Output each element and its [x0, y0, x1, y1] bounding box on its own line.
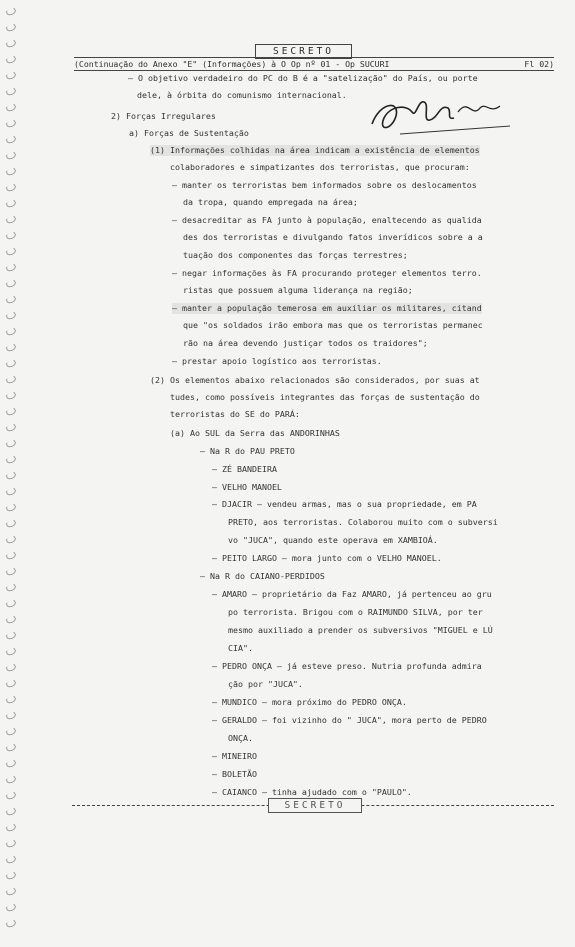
text-line: vo "JUCA", quando este operava em XAMBIOÁ.: [228, 535, 438, 545]
list-item: – manter os terroristas bem informados sobre os deslocamentos: [172, 180, 477, 190]
perforation-hole: [5, 823, 17, 833]
perforation-hole: [5, 535, 17, 545]
perforation-hole: [5, 359, 17, 369]
text-line: po terrorista. Brigou com o RAIMUNDO SILVA, por ter: [228, 607, 483, 617]
perforation-hole: [5, 455, 17, 465]
list-item: – MUNDICO – mora próximo do PEDRO ONÇA.: [212, 697, 407, 707]
perforation-hole: [5, 855, 17, 865]
perforation-hole: [5, 23, 17, 33]
text-line: tudes, como possíveis integrantes das forças de sustentação do: [170, 392, 480, 402]
perforation-hole: [5, 743, 17, 753]
text-line: CIA".: [228, 643, 253, 653]
perforation-hole: [5, 871, 17, 881]
perforation-hole: [5, 647, 17, 657]
classification-stamp-bottom: SECRETO: [268, 798, 362, 813]
list-item: – BOLETÃO: [212, 769, 257, 779]
text-line: des dos terroristas e divulgando fatos inverídicos sobre a a: [183, 232, 483, 242]
perforation-hole: [5, 711, 17, 721]
text-line: tuação dos componentes das forças terrestres;: [183, 250, 408, 260]
perforation-hole: [5, 663, 17, 673]
perforation-hole: [5, 199, 17, 209]
perforation-hole: [5, 551, 17, 561]
perforation-hole: [5, 263, 17, 273]
list-item: – prestar apoio logístico aos terroristas.: [172, 356, 382, 366]
perforation-hole: [5, 519, 17, 529]
text-line: dele, à órbita do comunismo internacional.: [137, 90, 347, 100]
perforation-hole: [5, 791, 17, 801]
perforation-hole: [5, 39, 17, 49]
text-line: ristas que possuem alguma liderança na região;: [183, 285, 413, 295]
text-line: da tropa, quando empregada na área;: [183, 197, 358, 207]
perforation-hole: [5, 119, 17, 129]
perforation-hole: [5, 839, 17, 849]
perforation-hole: [5, 807, 17, 817]
text-line: mesmo auxiliado a prender os subversivos "MIGUEL e LÚ: [228, 625, 493, 635]
perforation-hole: [5, 695, 17, 705]
perforation-hole: [5, 167, 17, 177]
list-item: – ZÉ BANDEIRA: [212, 464, 277, 474]
text-line: rão na área devendo justiçar todos os traidores";: [183, 338, 428, 348]
text-line: que "os soldados irão embora mas que os terroristas permanec: [183, 320, 483, 330]
list-item: – manter a população temerosa em auxiliar os militares, citand: [172, 303, 482, 313]
perforation-hole: [5, 631, 17, 641]
list-item: – MINEIRO: [212, 751, 257, 761]
text-line: ONÇA.: [228, 733, 253, 743]
perforation-hole: [5, 327, 17, 337]
perforation-hole: [5, 391, 17, 401]
document-header: [74, 57, 554, 71]
list-item: – VELHO MANOEL: [212, 482, 282, 492]
perforation-hole: [5, 343, 17, 353]
header-title: (Continuação do Anexo "E" (Informações) à O Op nº 01 - Op SUCURI: [74, 59, 390, 69]
perforation-hole: [5, 679, 17, 689]
perforation-hole: [5, 903, 17, 913]
perforation-hole: [5, 775, 17, 785]
text-line: ção por "JUCA".: [228, 679, 303, 689]
perforation-hole: [5, 71, 17, 81]
perforation-hole: [5, 103, 17, 113]
list-item: – GERALDO – foi vizinho do " JUCA", mora perto de PEDRO: [212, 715, 487, 725]
perforation-hole: [5, 407, 17, 417]
perforation-hole: [5, 311, 17, 321]
handwritten-signature: [360, 82, 535, 142]
text-line: colaboradores e simpatizantes dos terroristas, que procuram:: [170, 162, 470, 172]
perforation-hole: [5, 759, 17, 769]
perforation-hole: [5, 439, 17, 449]
perforation-hole: [5, 727, 17, 737]
perforation-hole: [5, 231, 17, 241]
text-line: (2) Os elementos abaixo relacionados são considerados, por suas at: [150, 375, 480, 385]
list-item: – CAIANCO – tinha ajudado com o "PAULO".: [212, 787, 412, 797]
perforation-hole: [5, 887, 17, 897]
perforation-hole: [5, 295, 17, 305]
perforation-hole: [5, 567, 17, 577]
subsection-heading: a) Forças de Sustentação: [129, 128, 249, 138]
classification-stamp-top: SECRETO: [255, 44, 352, 59]
list-item: – negar informações às FA procurando proteger elementos terro.: [172, 268, 482, 278]
list-item: – desacreditar as FA junto à população, enaltecendo as qualida: [172, 215, 482, 225]
page-number: Fl 02): [524, 59, 554, 69]
section-heading: 2) Forças Irregulares: [111, 111, 216, 121]
perforation-hole: [5, 487, 17, 497]
list-item: – PEITO LARGO – mora junto com o VELHO MANOEL.: [212, 553, 442, 563]
perforation-hole: [5, 247, 17, 257]
perforation-hole: [5, 215, 17, 225]
perforation-hole: [5, 615, 17, 625]
perforation-hole: [5, 599, 17, 609]
list-item: – DJACIR – vendeu armas, mas o sua propriedade, em PA: [212, 499, 477, 509]
perforation-hole: [5, 423, 17, 433]
perforation-hole: [5, 919, 17, 929]
perforation-hole: [5, 87, 17, 97]
perforation-holes: [4, 8, 18, 938]
perforation-hole: [5, 503, 17, 513]
list-item: – PEDRO ONÇA – já esteve preso. Nutria profunda admira: [212, 661, 482, 671]
region-heading: – Na R do CAIANO-PERDIDOS: [200, 571, 325, 581]
perforation-hole: [5, 55, 17, 65]
perforation-hole: [5, 279, 17, 289]
perforation-hole: [5, 183, 17, 193]
perforation-hole: [5, 135, 17, 145]
text-line: terroristas do SE do PARÁ:: [170, 409, 300, 419]
perforation-hole: [5, 471, 17, 481]
perforation-hole: [5, 7, 17, 17]
text-line: (1) Informações colhidas na área indicam a existência de elementos: [150, 145, 480, 155]
subsection-heading: (a) Ao SUL da Serra das ANDORINHAS: [170, 428, 340, 438]
text-line: – O objetivo verdadeiro do PC do B é a "satelização" do País, ou porte: [128, 73, 478, 83]
perforation-hole: [5, 151, 17, 161]
text-line: PRETO, aos terroristas. Colaborou muito com o subversi: [228, 517, 498, 527]
perforation-hole: [5, 583, 17, 593]
region-heading: – Na R do PAU PRETO: [200, 446, 295, 456]
list-item: – AMARO – proprietário da Faz AMARO, já pertenceu ao gru: [212, 589, 492, 599]
perforation-hole: [5, 375, 17, 385]
